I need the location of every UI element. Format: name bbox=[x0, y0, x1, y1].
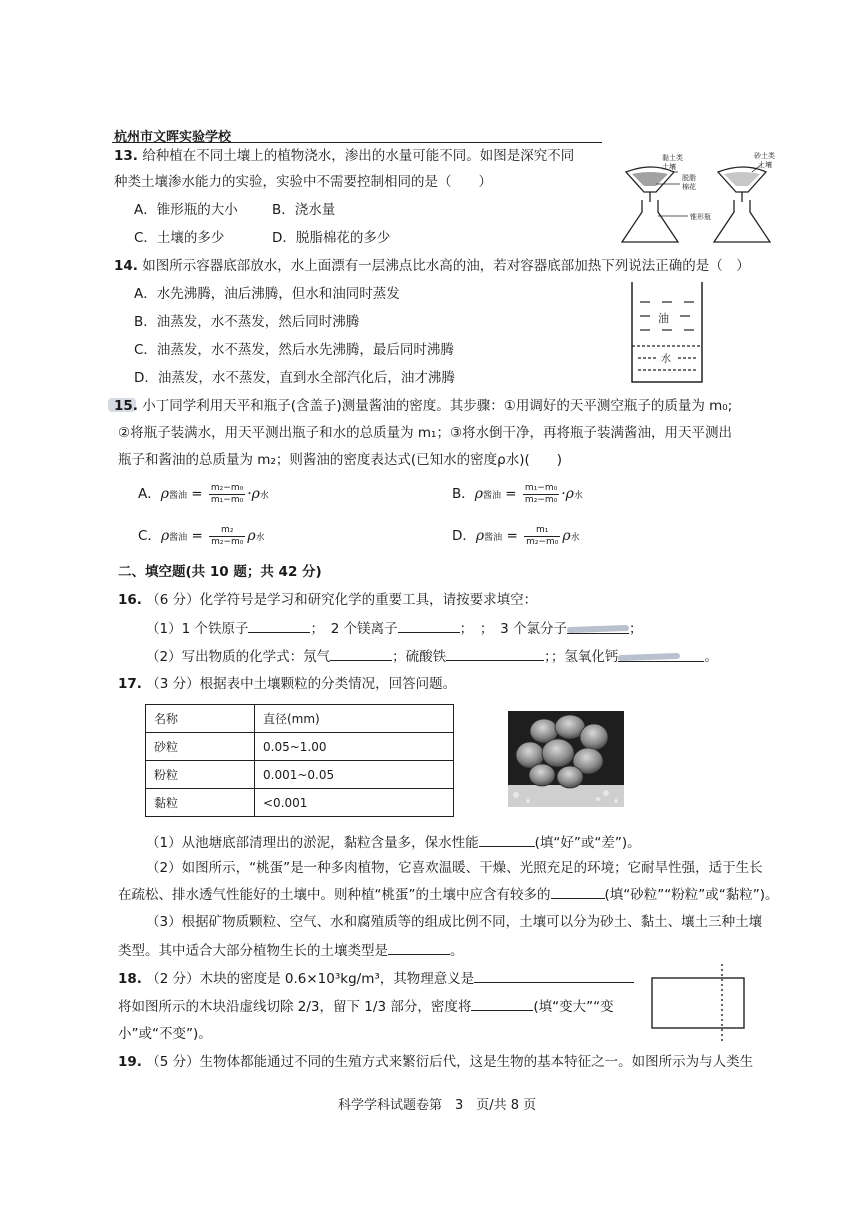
flask-experiment-figure bbox=[612, 150, 792, 246]
q15-d-tailsub: 水 bbox=[570, 533, 580, 543]
wood-block-figure bbox=[648, 962, 752, 1046]
q18-line3: 小”或“不变”)。 bbox=[118, 1026, 212, 1042]
right-flask bbox=[714, 200, 770, 242]
q13-stem bbox=[114, 146, 574, 166]
q14-option-b: B．油蒸发，水不蒸发，然后同时沸腾 bbox=[134, 314, 360, 330]
q16-number: 16. bbox=[118, 592, 142, 608]
svg-text:棉花: 棉花 bbox=[682, 183, 696, 191]
q15-option-d: D．ρ酱油 = $\frac{\text{m₁}}{\text{m₂−m₀}}$ ρ水 bbox=[452, 524, 580, 547]
table-row bbox=[146, 761, 454, 789]
label-sand-soil: 砂土类 bbox=[754, 152, 775, 160]
q16-text: （6 分）化学符号是学习和研究化学的重要工具，请按要求填空： bbox=[146, 592, 538, 608]
table-row bbox=[146, 789, 454, 817]
q15-d-label: D． bbox=[452, 528, 476, 544]
q16-p2a: （2）写出物质的化学式：氖气 bbox=[146, 649, 331, 665]
q15-line3: 瓶子和酱油的总质量为 m₂；则酱油的密度表达式(已知水的密度ρ水)( ) bbox=[118, 452, 562, 468]
q13-option-b: B．浇水量 bbox=[272, 202, 336, 218]
q15-d-sub: 酱油 bbox=[484, 533, 503, 543]
q16-part2: （2）写出物质的化学式：氖气 ；硫酸铁 ；；氢氧化钙 。 bbox=[146, 646, 718, 667]
svg-text:土壤: 土壤 bbox=[662, 163, 676, 171]
q15-c-fraction: $\frac{\text{m₂}}{\text{m₂−m₀}}$ bbox=[211, 524, 244, 547]
q15-a-sub: 酱油 bbox=[168, 491, 187, 501]
q13-option-d: D．脱脂棉花的多少 bbox=[272, 230, 391, 246]
table-cell: 0.05~1.00 bbox=[255, 733, 454, 761]
q15-b-tail: ·ρ bbox=[561, 486, 574, 502]
q17-blank-3[interactable] bbox=[388, 940, 450, 955]
pen-scribble bbox=[567, 625, 629, 633]
q15-b-label: B． bbox=[452, 486, 475, 502]
pen-scribble-2 bbox=[618, 653, 680, 661]
q18-line2a: 将如图所示的木块沿虚线切除 2/3，留下 1/3 部分，密度将 bbox=[118, 999, 472, 1015]
q19-number: 19. bbox=[118, 1054, 142, 1070]
q16-p2b: ；硫酸铁 bbox=[392, 649, 447, 665]
table-cell: <0.001 bbox=[255, 789, 454, 817]
table-row bbox=[146, 733, 454, 761]
q13-text: 给种植在不同土壤上的植物浇水，渗出的水量可能不同。如图是深究不同 bbox=[142, 148, 575, 164]
q14-option-a: A．水先沸腾，油后沸腾，但水和油同时蒸发 bbox=[134, 286, 400, 302]
q15-stem-1 bbox=[114, 396, 732, 416]
q15-d-tail: ρ bbox=[562, 528, 571, 544]
q16-part1: （1）1 个铁原子 ； 2 个镁离子 ； ； 3 个氯分子 ； bbox=[146, 618, 643, 639]
table-cell: 粉粒 bbox=[146, 761, 255, 789]
oil-label: 油 bbox=[658, 312, 669, 325]
q18-line2 bbox=[118, 996, 614, 1017]
q18-line2b: (填“变大”“变 bbox=[533, 999, 614, 1015]
section-title: 二、填空题(共 10 题；共 42 分) bbox=[118, 564, 322, 580]
q16-blank-iron-atom[interactable] bbox=[248, 618, 310, 633]
q17-p2b: 在疏松、排水透气性能好的土壤中。则种植“桃蛋”的土壤中应含有较多的 bbox=[118, 887, 551, 903]
table-header-row bbox=[146, 705, 454, 733]
oil-water-container-figure bbox=[628, 280, 706, 384]
q17-part3-line2 bbox=[118, 940, 464, 961]
table-header: 直径(mm) bbox=[255, 705, 454, 733]
q16-p1c: ； 3 个氯分子 bbox=[479, 621, 568, 637]
left-flask bbox=[622, 200, 678, 242]
wood-block bbox=[652, 978, 744, 1028]
table-cell: 黏粒 bbox=[146, 789, 255, 817]
q18-blank-1[interactable] bbox=[474, 968, 634, 983]
q16-p1b: ； 2 个镁离子 bbox=[310, 621, 398, 637]
q13-option-a: A．锥形瓶的大小 bbox=[134, 202, 238, 218]
q14-stem bbox=[114, 256, 750, 276]
q17-number: 17. bbox=[118, 676, 142, 692]
q15-c-sub: 酱油 bbox=[169, 533, 188, 543]
label-cotton: 脱脂 bbox=[682, 174, 696, 182]
q15-option-b: B．ρ酱油 = $\frac{\text{m₁−m₀}}{\text{m₂−m₀}}$ ·ρ水 bbox=[452, 482, 583, 505]
soil-particle-table bbox=[145, 704, 454, 817]
q15-c-tailsub: 水 bbox=[255, 533, 265, 543]
header-rule bbox=[112, 142, 602, 143]
q15-b-sub: 酱油 bbox=[483, 491, 502, 501]
q14-option-c: C．油蒸发，水不蒸发，然后水先沸腾，最后同时沸腾 bbox=[134, 342, 454, 358]
q15-a-fraction: $\frac{\text{m₂−m₀}}{\text{m₁−m₀}}$ bbox=[210, 482, 244, 505]
q17-part2-line1: （2）如图所示，“桃蛋”是一种多肉植物，它喜欢温暖、干燥、光照充足的环境；它耐旱性强，适于生长 bbox=[146, 860, 763, 876]
q15-line1: 小丁同学利用天平和瓶子(含盖子)测量酱油的密度。其步骤：①用调好的天平测空瓶子的质量为 m₀; bbox=[142, 398, 733, 414]
q15-number: 15. bbox=[114, 398, 138, 414]
q15-option-a: A．ρ酱油 = $\frac{\text{m₂−m₀}}{\text{m₁−m₀}}$ ·ρ水 bbox=[138, 482, 269, 505]
q16-blank-mg-ion[interactable] bbox=[398, 618, 460, 633]
q17-part1 bbox=[146, 832, 641, 853]
q13-option-c: C．土壤的多少 bbox=[134, 230, 225, 246]
q17-p3-end: 。 bbox=[450, 943, 464, 959]
q14-number: 14. bbox=[114, 258, 138, 274]
q17-p2b-end: (填“砂粒”“粉粒”或“黏粒”)。 bbox=[604, 887, 779, 903]
q17-blank-2[interactable] bbox=[551, 884, 605, 899]
q14-option-d: D．油蒸发，水不蒸发，直到水全部汽化后，油才沸腾 bbox=[134, 370, 455, 386]
q16-end: 。 bbox=[704, 649, 718, 665]
q16-stem bbox=[118, 590, 537, 610]
q18-line1-text: （2 分）木块的密度是 0.6×10³kg/m³，其物理意义是 bbox=[146, 971, 475, 987]
q15-option-c: C．ρ酱油 = $\frac{\text{m₂}}{\text{m₂−m₀}}$ ρ水 bbox=[138, 524, 265, 547]
q15-c-tail: ρ bbox=[247, 528, 256, 544]
q17-p1: （1）从池塘底部清理出的淤泥，黏粒含量多，保水性能 bbox=[146, 835, 479, 851]
q17-part3-line1: （3）根据矿物质颗粒、空气、水和腐殖质等的组成比例不同，土壤可以分为砂土、黏土、壤土三种土壤 bbox=[146, 914, 763, 930]
q19-stem bbox=[118, 1052, 753, 1072]
q15-line2: ②将瓶子装满水，用天平测出瓶子和水的总质量为 m₁；③将水倒干净，再将瓶子装满酱油，用天平测出 bbox=[118, 425, 733, 441]
label-flask: 锥形瓶 bbox=[690, 213, 711, 221]
q19-text: （5 分）生物体都能通过不同的生殖方式来繁衍后代，这是生物的基本特征之一。如图所示为与人类生 bbox=[146, 1054, 754, 1070]
succulent-photo bbox=[508, 711, 624, 807]
svg-text:土壤: 土壤 bbox=[758, 161, 772, 169]
q16-blank-calcium-hydroxide[interactable] bbox=[618, 647, 704, 662]
q14-text: 如图所示容器底部放水，水上面漂有一层沸点比水高的油，若对容器底部加热下列说法正确的是（ ） bbox=[142, 258, 750, 274]
q17-part2-line2 bbox=[118, 884, 779, 905]
q15-b-tailsub: 水 bbox=[573, 491, 583, 501]
q16-p1a: （1）1 个铁原子 bbox=[146, 621, 249, 637]
table-header: 名称 bbox=[146, 705, 255, 733]
school-name: 杭州市文晖实验学校 bbox=[114, 130, 232, 145]
q15-a-label: A． bbox=[138, 486, 161, 502]
q17-text: （3 分）根据表中土壤颗粒的分类情况，回答问题。 bbox=[146, 676, 457, 692]
q13-stem-2: 种类土壤渗水能力的实验，实验中不需要控制相同的是（ ） bbox=[114, 174, 492, 190]
q16-p2c: ；氢氧化钙 bbox=[550, 649, 619, 665]
q15-b-fraction: $\frac{\text{m₁−m₀}}{\text{m₂−m₀}}$ bbox=[524, 482, 558, 505]
table-cell: 0.001~0.05 bbox=[255, 761, 454, 789]
q16-blank-cl-molecule[interactable] bbox=[567, 619, 629, 634]
q18-blank-2[interactable] bbox=[471, 996, 533, 1011]
q15-d-fraction: $\frac{\text{m₁}}{\text{m₂−m₀}}$ bbox=[526, 524, 559, 547]
q17-blank-1[interactable] bbox=[479, 832, 535, 847]
q15-c-label: C． bbox=[138, 528, 161, 544]
q17-p3b: 类型。其中适合大部分植物生长的土壤类型是 bbox=[118, 943, 388, 959]
q17-stem bbox=[118, 674, 456, 694]
page-footer: 科学学科试题卷第 3 页/共 8 页 bbox=[338, 1098, 537, 1113]
q18-number: 18. bbox=[118, 971, 142, 987]
q15-a-tailsub: 水 bbox=[259, 491, 269, 501]
q16-blank-iron-sulfate[interactable] bbox=[446, 646, 544, 661]
q17-p1-end: (填“好”或“差”)。 bbox=[534, 835, 641, 851]
q18-line1 bbox=[118, 968, 634, 989]
q16-blank-neon[interactable] bbox=[330, 646, 392, 661]
table-cell: 砂粒 bbox=[146, 733, 255, 761]
q15-a-tail: ·ρ bbox=[247, 486, 260, 502]
label-clay-soil: 黏土类 bbox=[662, 154, 683, 162]
water-label: 水 bbox=[661, 354, 671, 365]
q13-number: 13. bbox=[114, 148, 138, 164]
